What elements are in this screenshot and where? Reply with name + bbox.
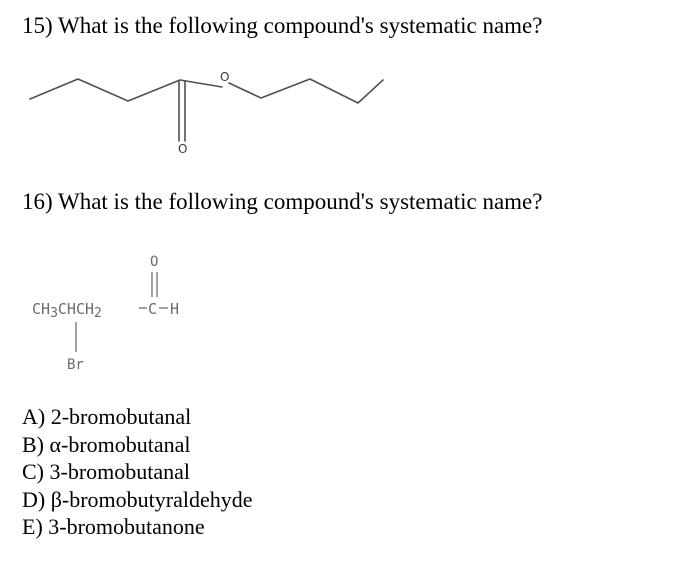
q16-main-chain <box>32 300 102 321</box>
answer-choices <box>22 403 253 541</box>
q16-bromine-substituent: Br <box>67 357 84 373</box>
answer-choice-c[interactable]: C) 3-bromobutanal <box>22 459 191 484</box>
q16-chain-sub-3: 3 <box>50 306 58 321</box>
answer-choice-d[interactable]: D) β-bromobutyraldehyde <box>22 486 253 512</box>
q16-carbonyl-carbon: C <box>148 300 158 318</box>
q16-aldehyde-hydrogen: H <box>170 300 180 318</box>
question-15-text: 15) What is the following compound's systematic name? <box>22 13 543 38</box>
q16-chain-chch: CHCH <box>57 300 95 318</box>
q16-chain-sub-2: 2 <box>94 306 102 321</box>
answer-choice-e[interactable]: E) 3-bromobutanone <box>22 514 205 539</box>
question-16-text: 16) What is the following compound's systematic name? <box>22 189 543 214</box>
q16-chain-ch: CH <box>32 300 51 318</box>
q15-ester-oxygen-label: O <box>220 70 230 84</box>
q15-carbonyl-oxygen-label: O <box>178 142 188 156</box>
answer-choice-b[interactable]: B) α-bromobutanal <box>22 431 191 457</box>
answer-choice-a[interactable]: A) 2-bromobutanal <box>22 404 192 429</box>
q16-carbonyl-oxygen: O <box>150 254 159 270</box>
